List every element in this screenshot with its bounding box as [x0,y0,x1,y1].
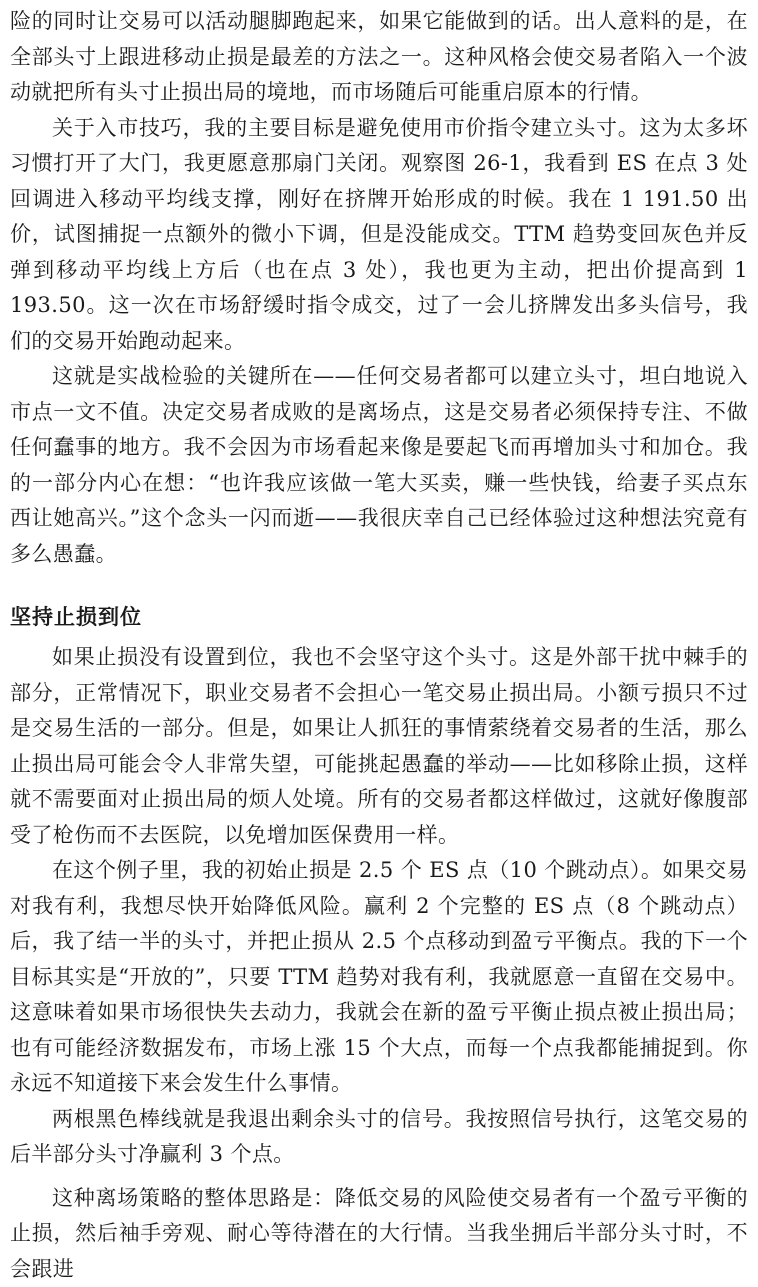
paragraph-entry-technique: 关于入市技巧，我的主要目标是避免使用市价指令建立头寸。这为太多坏习惯打开了大门，我更愿意那扇门关闭。观察图 26-1，我看到 ES 在点 3 处回调进入移动平均线支撑，刚好在挤牌开始形成的时候。我在 1 191.50 出价，试图捕捉一点额外的微小下调，但是没能成交。TTM 趋势变回灰色并反弹到移动平均线上方后（也在点 3 处），我也更为主动，把出价提高到 1 193.50。这一次在市场舒缓时指令成交，过了一会儿挤牌发出多头信号，我们的交易开始跑动起来。 [10,111,748,360]
paragraph-stop-in-place: 如果止损没有设置到位，我也不会坚守这个头寸。这是外部干扰中棘手的部分，正常情况下，职业交易者不会担心一笔交易止损出局。小额亏损只不过是交易生活的一部分。但是，如果让人抓狂的事情萦绕着交易者的生活，那么止损出局可能会令人非常失望，可能挑起愚蠢的举动——比如移除止损，这样就不需要面对止损出局的烦人处境。所有的交易者都这样做过，这就好像腹部受了枪伤而不去医院，以免增加医保费用一样。 [10,640,748,853]
paragraph-black-bars: 两根黑色棒线就是我退出剩余头寸的信号。我按照信号执行，这笔交易的后半部分头寸净赢利 3 个点。 [10,1102,748,1173]
paragraph-continuation: 险的同时让交易可以活动腿脚跑起来，如果它能做到的话。出人意料的是，在全部头寸上跟进移动止损是最差的方法之一。这种风格会使交易者陷入一个波动就把所有头寸止损出局的境地，而市场随后可能重启原本的行情。 [10,4,748,111]
paragraph-exit-point: 这就是实战检验的关键所在——任何交易者都可以建立头寸，坦白地说入市点一文不值。决定交易者成败的是离场点，这是交易者必须保持专注、不做任何蠢事的地方。我不会因为市场看起来像是要起飞而再增加头寸和加仓。我的一部分内心在想：“也许我应该做一笔大买卖，赚一些快钱，给妻子买点东西让她高兴。”这个念头一闪而逝——我很庆幸自己已经体验过这种想法究竟有多么愚蠢。 [10,359,748,572]
paragraph-initial-stop: 在这个例子里，我的初始止损是 2.5 个 ES 点（10 个跳动点）。如果交易对我有利，我想尽快开始降低风险。赢利 2 个完整的 ES 点（8 个跳动点）后，我了结一半的头寸，并把止损从 2.5 个点移动到盈亏平衡点。我的下一个目标其实是“开放的”，只要 TTM 趋势对我有利，我就愿意一直留在交易中。这意味着如果市场很快失去动力，我就会在新的盈亏平衡止损点被止损出局；也有可能经济数据发布，市场上涨 15 个大点，而每一个点我都能捕捉到。你永远不知道接下来会发生什么事情。 [10,853,748,1102]
section-heading: 坚持止损到位 [10,602,748,632]
book-page [10,4,748,1287]
paragraph-exit-strategy: 这种离场策略的整体思路是：降低交易的风险使交易者有一个盈亏平衡的止损，然后袖手旁观、耐心等待潜在的大行情。当我坐拥后半部分头寸时，不会跟进 [10,1181,748,1287]
